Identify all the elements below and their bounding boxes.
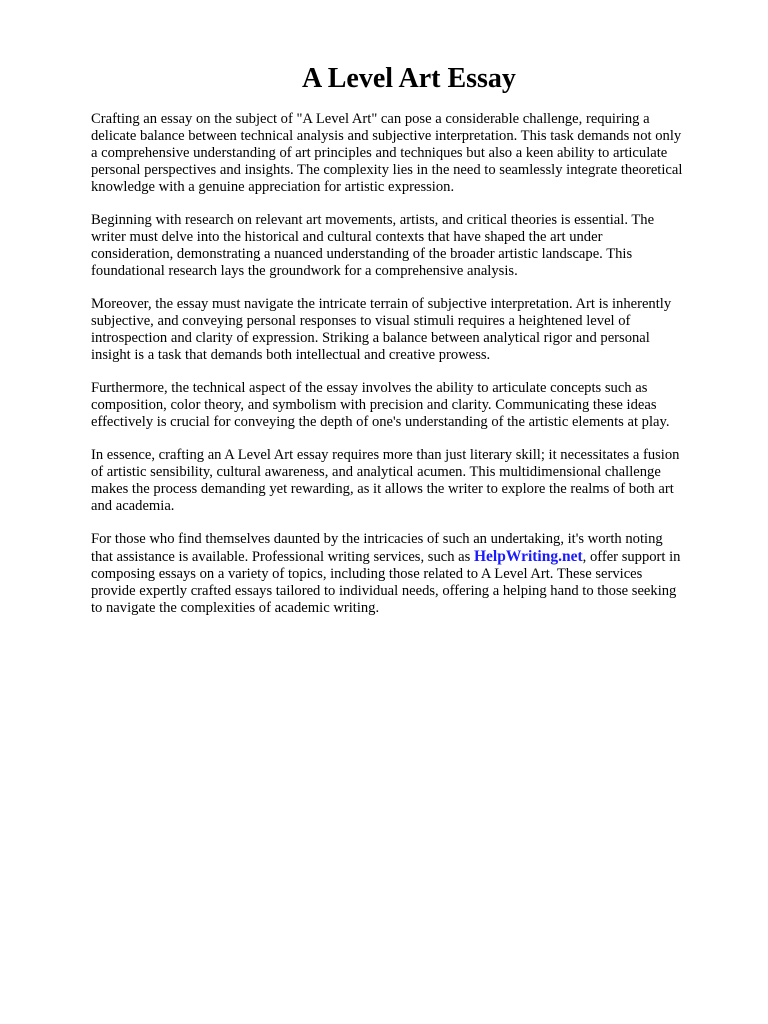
paragraph-1 <box>91 111 731 196</box>
helpwriting-link[interactable]: HelpWriting.net <box>474 548 583 565</box>
paragraph-line: provide expertly crafted essays tailored to individual needs, offering a helping hand to those seeking <box>91 583 677 599</box>
paragraph-5 <box>91 447 731 515</box>
paragraph-line: and academia. <box>91 498 175 514</box>
paragraph-line: a comprehensive understanding of art principles and techniques but also a keen ability to articulate <box>91 145 668 161</box>
paragraph-line: consideration, demonstrating a nuanced understanding of the broader artistic landscape. This <box>91 246 633 262</box>
link-trail-text: , offer support in <box>582 549 681 565</box>
paragraph-line: subjective, and conveying personal responses to visual stimuli requires a heightened level of <box>91 313 631 329</box>
link-lead-text: that assistance is available. Professional writing services, such as <box>91 549 474 565</box>
paragraph-line: effectively is crucial for conveying the depth of one's understanding of the artistic elements at play. <box>91 414 670 430</box>
paragraph-line-with-link <box>91 548 731 566</box>
paragraph-line: For those who find themselves daunted by the intricacies of such an undertaking, it's worth noting <box>91 531 663 547</box>
paragraph-line: writer must delve into the historical and cultural contexts that have shaped the art under <box>91 229 603 245</box>
paragraph-line: Crafting an essay on the subject of "A Level Art" can pose a considerable challenge, requiring a <box>91 111 650 127</box>
paragraph-line: knowledge with a genuine appreciation for artistic expression. <box>91 179 455 195</box>
paragraph-2 <box>91 212 731 280</box>
paragraph-line: In essence, crafting an A Level Art essay requires more than just literary skill; it necessitates a fusion <box>91 447 680 463</box>
paragraph-line: Beginning with research on relevant art movements, artists, and critical theories is essential. The <box>91 212 655 228</box>
paragraph-line: Furthermore, the technical aspect of the essay involves the ability to articulate concepts such as <box>91 380 648 396</box>
paragraph-line: delicate balance between technical analysis and subjective interpretation. This task demands not only <box>91 128 682 144</box>
paragraph-line: makes the process demanding yet rewarding, as it allows the writer to explore the realms of both art <box>91 481 674 497</box>
paragraph-line: composing essays on a variety of topics, including those related to A Level Art. These services <box>91 566 643 582</box>
paragraph-4 <box>91 380 731 431</box>
paragraph-line: Moreover, the essay must navigate the intricate terrain of subjective interpretation. Art is inherently <box>91 296 672 312</box>
paragraph-line: introspection and clarity of expression. Striking a balance between analytical rigor and personal <box>91 330 650 346</box>
paragraph-line: to navigate the complexities of academic writing. <box>91 600 380 616</box>
paragraph-6 <box>91 531 731 617</box>
paragraph-line: foundational research lays the groundwork for a comprehensive analysis. <box>91 263 518 279</box>
paragraph-line: of artistic sensibility, cultural awareness, and analytical acumen. This multidimensional challenge <box>91 464 661 480</box>
paragraph-line: personal perspectives and insights. The complexity lies in the need to seamlessly integrate theoretical <box>91 162 683 178</box>
paragraph-line: composition, color theory, and symbolism with precision and clarity. Communicating these ideas <box>91 397 657 413</box>
paragraph-3 <box>91 296 731 364</box>
essay-body <box>91 111 731 633</box>
page-title: A Level Art Essay <box>302 63 516 94</box>
paragraph-line: insight is a task that demands both intellectual and creative prowess. <box>91 347 491 363</box>
